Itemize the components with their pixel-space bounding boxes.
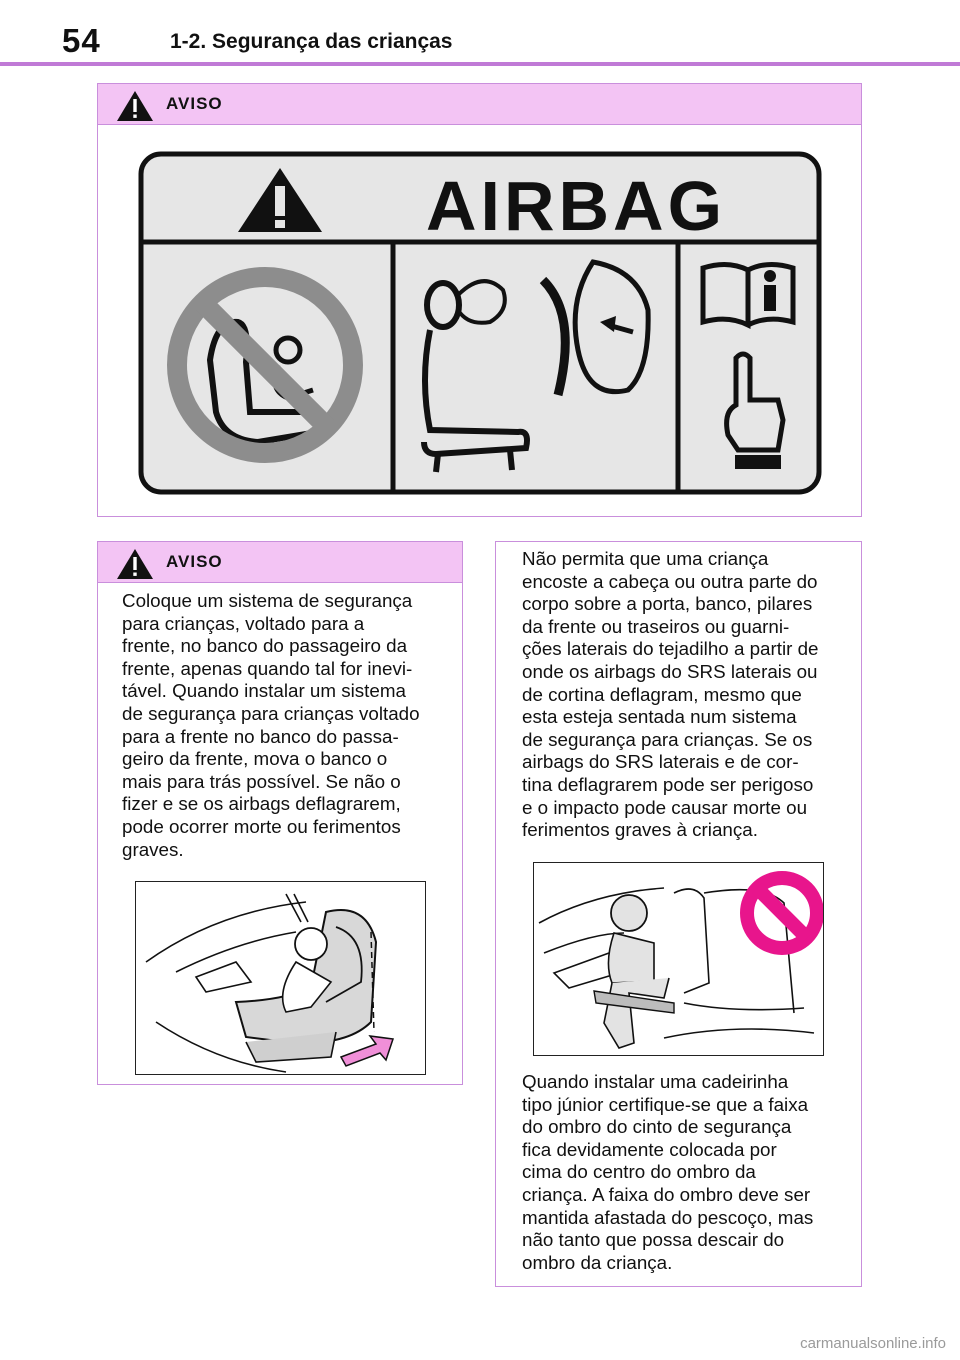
page-number: 54 — [62, 22, 101, 59]
warning-text-front-seat: Coloque um sistema de segurança para crianças, voltado para a frente, no banco do passageiro da frente, apenas quando tal for inevi- tável. Quando instalar um sistema de segurança para crianças voltado para a frente no banco do passa- geiro da frente, mova o banco o mais para trás possível. Se não o fizer e se os airbags deflagrarem, pode ocorrer morte ou ferimentos graves. — [122, 590, 420, 860]
booster-seat-instruction-text: Quando instalar uma cadeirinha tipo júnior certifique-se que a faixa do ombro do cinto de segurança fica devidamente colocada por cima do centro do ombro da criança. A faixa do ombro deve ser mantida afastada do pescoço, mas não tanto que possa descair do ombro da criança. — [522, 1071, 814, 1273]
warning-header — [98, 542, 462, 583]
child-seat-moved-back-drawing — [136, 882, 426, 1075]
warning-box-airbag — [97, 83, 862, 517]
child-booster-seat-drawing — [534, 863, 824, 1056]
warning-box-front-seat — [97, 541, 463, 1085]
airbag-warning-label-illustration — [138, 150, 824, 502]
side-airbag-warning-text: Não permita que uma criança encoste a cabeça ou outra parte do corpo sobre a porta, banco, pilares da frente ou traseiros ou guarni- ções laterais do tejadilho a partir de onde os airbags do SRS laterais ou de cortina deflagram, mesmo que esta esteja sentada num sistema de segurança para crianças. Se os airbags do SRS laterais e de cor- tina deflagrarem pode ser perigoso e o impacto pode causar morte ou ferimentos graves à criança. — [522, 548, 819, 841]
warning-label: AVISO — [166, 94, 223, 113]
forward-facing-seat-illustration — [135, 881, 426, 1075]
watermark: carmanualsonline.info — [800, 1335, 946, 1352]
booster-seat-illustration — [533, 862, 824, 1056]
section-title: 1-2. Segurança das crianças — [170, 30, 453, 53]
airbag-label-text: AIRBAG — [425, 167, 727, 245]
warning-triangle-icon — [116, 548, 154, 580]
warning-header — [98, 84, 861, 125]
header-divider — [0, 62, 960, 66]
warning-triangle-icon — [116, 90, 154, 122]
warning-label: AVISO — [166, 552, 223, 571]
info-box-side-airbags — [495, 541, 862, 1287]
